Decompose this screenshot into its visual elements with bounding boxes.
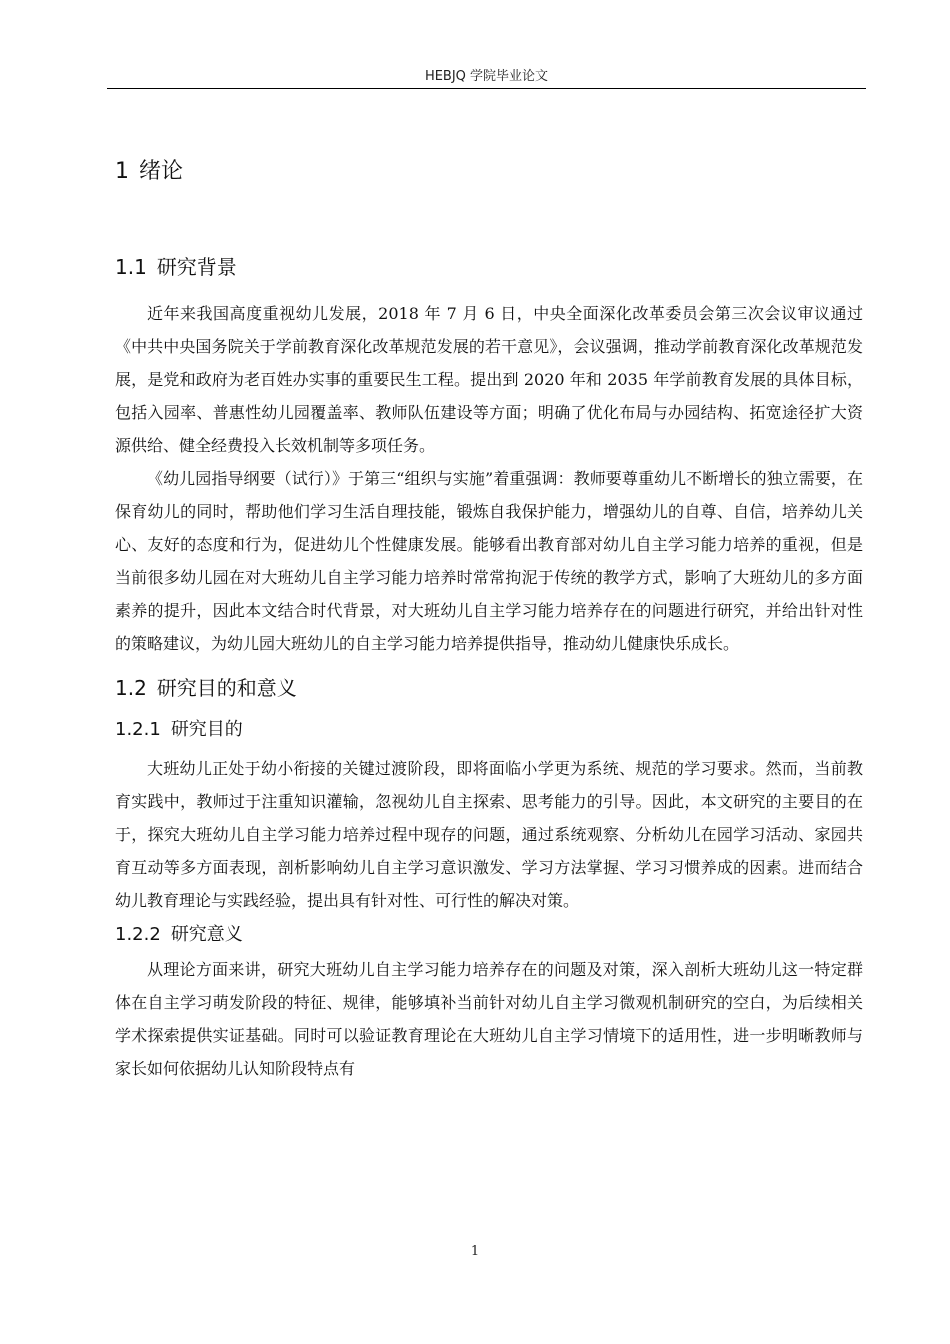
page-number: 1	[470, 1244, 480, 1259]
chapter-number: 1	[115, 159, 129, 184]
subsection-title: 研究目的	[170, 719, 243, 740]
section-title: 研究背景	[156, 255, 237, 279]
section-number: 1.1	[115, 255, 147, 279]
paragraph: 从理论方面来讲，研究大班幼儿自主学习能力培养存在的问题及对策，深入剖析大班幼儿这一特定群体在自主学习萌发阶段的特征、规律，能够填补当前针对幼儿自主学习微观机制研究的空白，为后续相关学术探索提供实证基础。同时可以验证教育理论在大班幼儿自主学习情境下的适用性，进一步明晰教师与家长如何依据幼儿认知阶段特点有	[115, 960, 863, 1078]
page-header: HEBJQ 学院毕业论文	[424, 69, 549, 84]
header-rule	[107, 88, 866, 89]
subsection-heading-1-2-1	[115, 712, 863, 748]
paragraph: 大班幼儿正处于幼小衔接的关键过渡阶段，即将面临小学更为系统、规范的学习要求。然而，当前教育实践中，教师过于注重知识灌输，忽视幼儿自主探索、思考能力的引导。因此，本文研究的主要目的在于，探究大班幼儿自主学习能力培养过程中现存的问题，通过系统观察、分析幼儿在园学习活动、家园共育互动等多方面表现，剖析影响幼儿自主学习意识激发、学习方法掌握、学习习惯养成的因素。进而结合幼儿教育理论与实践经验，提出具有针对性、可行性的解决对策。	[115, 759, 863, 910]
subsection-title: 研究意义	[170, 924, 243, 945]
section-heading-1-1	[115, 247, 863, 287]
paragraph: 《幼儿园指导纲要（试行）》于第三“组织与实施”着重强调：教师要尊重幼儿不断增长的独立需要，在保育幼儿的同时，帮助他们学习生活自理技能，锻炼自我保护能力，增强幼儿的自尊、自信，培养幼儿关心、友好的态度和行为，促进幼儿个性健康发展。能够看出教育部对幼儿自主学习能力培养的重视，但是当前很多幼儿园在对大班幼儿自主学习能力培养时常常拘泥于传统的教学方式，影响了大班幼儿的多方面素养的提升，因此本文结合时代背景，对大班幼儿自主学习能力培养存在的问题进行研究，并给出针对性的策略建议，为幼儿园大班幼儿的自主学习能力培养提供指导，推动幼儿健康快乐成长。	[115, 469, 863, 653]
document-body	[115, 150, 863, 1085]
chapter-heading	[115, 150, 863, 194]
subsection-number: 1.2.1	[115, 719, 161, 740]
paragraph: 近年来我国高度重视幼儿发展，2018 年 7 月 6 日，中央全面深化改革委员会第三次会议审议通过《中共中央国务院关于学前教育深化改革规范发展的若干意见》，会议强调，推动学前教育深化改革规范发展，是党和政府为老百姓办实事的重要民生工程。提出到 2020 年和 2035 年学前教育发展的具体目标，包括入园率、普惠性幼儿园覆盖率、教师队伍建设等方面；明确了优化布局与办园结构、拓宽途径扩大资源供给、健全经费投入长效机制等多项任务。	[115, 304, 863, 455]
subsection-heading-1-2-2	[115, 917, 863, 953]
chapter-title: 绪论	[139, 159, 184, 184]
section-title: 研究目的和意义	[156, 676, 297, 700]
subsection-number: 1.2.2	[115, 924, 161, 945]
section-number: 1.2	[115, 676, 147, 700]
section-heading-1-2	[115, 668, 863, 708]
